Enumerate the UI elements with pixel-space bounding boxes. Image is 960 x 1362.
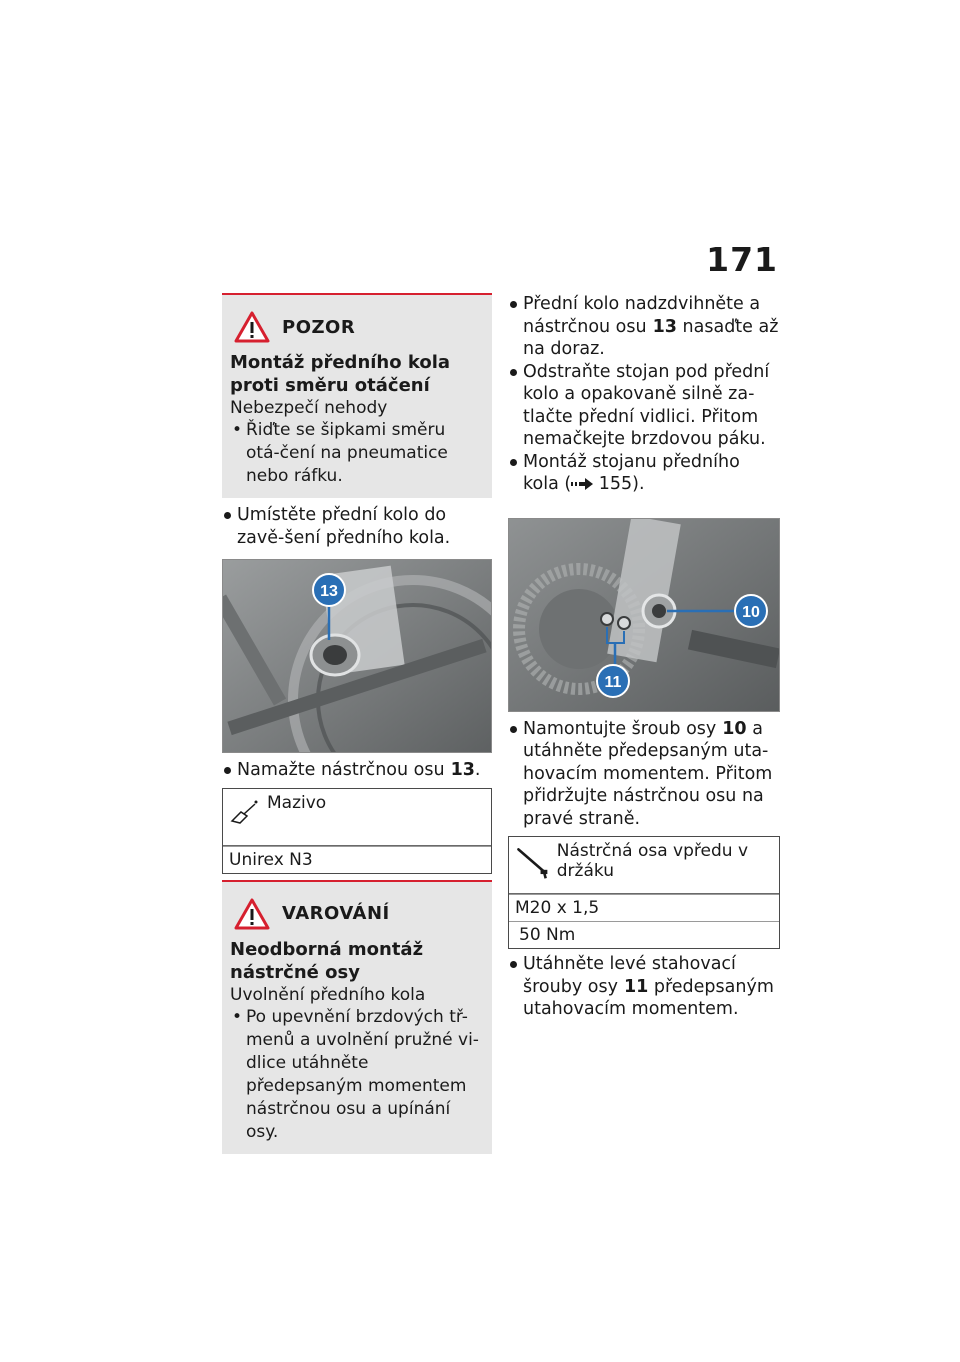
torque-value: 50 Nm (509, 921, 779, 948)
caution-bullet: • Řiďte se šipkami směru otá-čení na pneumatice nebo ráfku. (230, 419, 484, 488)
caution-box (222, 293, 492, 498)
warning-text: Uvolnění předního kola (230, 984, 426, 1005)
lubricant-table (222, 788, 492, 874)
torque-thread: M20 x 1,5 (509, 894, 779, 921)
warning-bullet: • Po upevnění brzdových tř-menů a uvolnění pružné vi-dlice utáhněte předepsaným momentem nástrčnou osu a upínání osy. (230, 1006, 484, 1144)
step-stand-reference: Montáž stojanu předního kola ( 155). (508, 451, 780, 496)
step-remove-stand: Odstraňte stojan pod přední kolo a opakovaně silně za-tlačte přední vidlici. Přitom nemačkejte brzdovou páku. (508, 361, 780, 451)
step-install-axle-bolt: Namontujte šroub osy 10 a utáhněte předepsaným uta-hovacím momentem. Přitom přidržujte nástrčnou osu na pravé straně. (508, 718, 780, 831)
left-column (222, 293, 492, 1154)
torque-label: Nástrčná osa vpředu v držáku (556, 841, 749, 881)
callout-13: 13 (320, 583, 338, 600)
warning-subtitle: Neodborná montáž nástrčné osy (230, 938, 424, 983)
caution-subtitle: Montáž předního kola proti směru otáčení (230, 352, 451, 396)
right-column (508, 293, 780, 1021)
callout-10: 10 (742, 603, 760, 621)
step-place-wheel: Umístěte přední kolo do zavě-šení předního kola. (222, 504, 492, 549)
step-tighten-clamp-bolts: Utáhněte levé stahovací šrouby osy 11 předepsaným utahovacím momentem. (508, 953, 780, 1021)
photo-axle-bolts (508, 518, 780, 712)
callout-11: 11 (604, 673, 622, 691)
lubricant-oiler-icon (229, 799, 259, 825)
torque-wrench-icon (515, 843, 551, 883)
caution-text: Nebezpečí nehody (230, 398, 388, 418)
torque-table (508, 836, 780, 949)
warning-box (222, 880, 492, 1154)
photo-axle-insertion (222, 559, 492, 753)
cross-reference-arrow-icon (571, 478, 593, 490)
step-raise-wheel: Přední kolo nadzdvihněte a nástrčnou osu 13 nasaďte až na doraz. (508, 293, 780, 361)
lubricant-value: Unirex N3 (223, 846, 491, 873)
warning-title: VAROVÁNÍ (282, 903, 390, 924)
page-number: 171 (706, 240, 778, 279)
caution-title: POZOR (282, 316, 356, 338)
warning-triangle-icon (234, 898, 270, 930)
step-lubricate-axle: Namažte nástrčnou osu 13. (222, 759, 492, 782)
lubricant-label: Mazivo (267, 792, 327, 813)
warning-triangle-icon (234, 311, 270, 343)
